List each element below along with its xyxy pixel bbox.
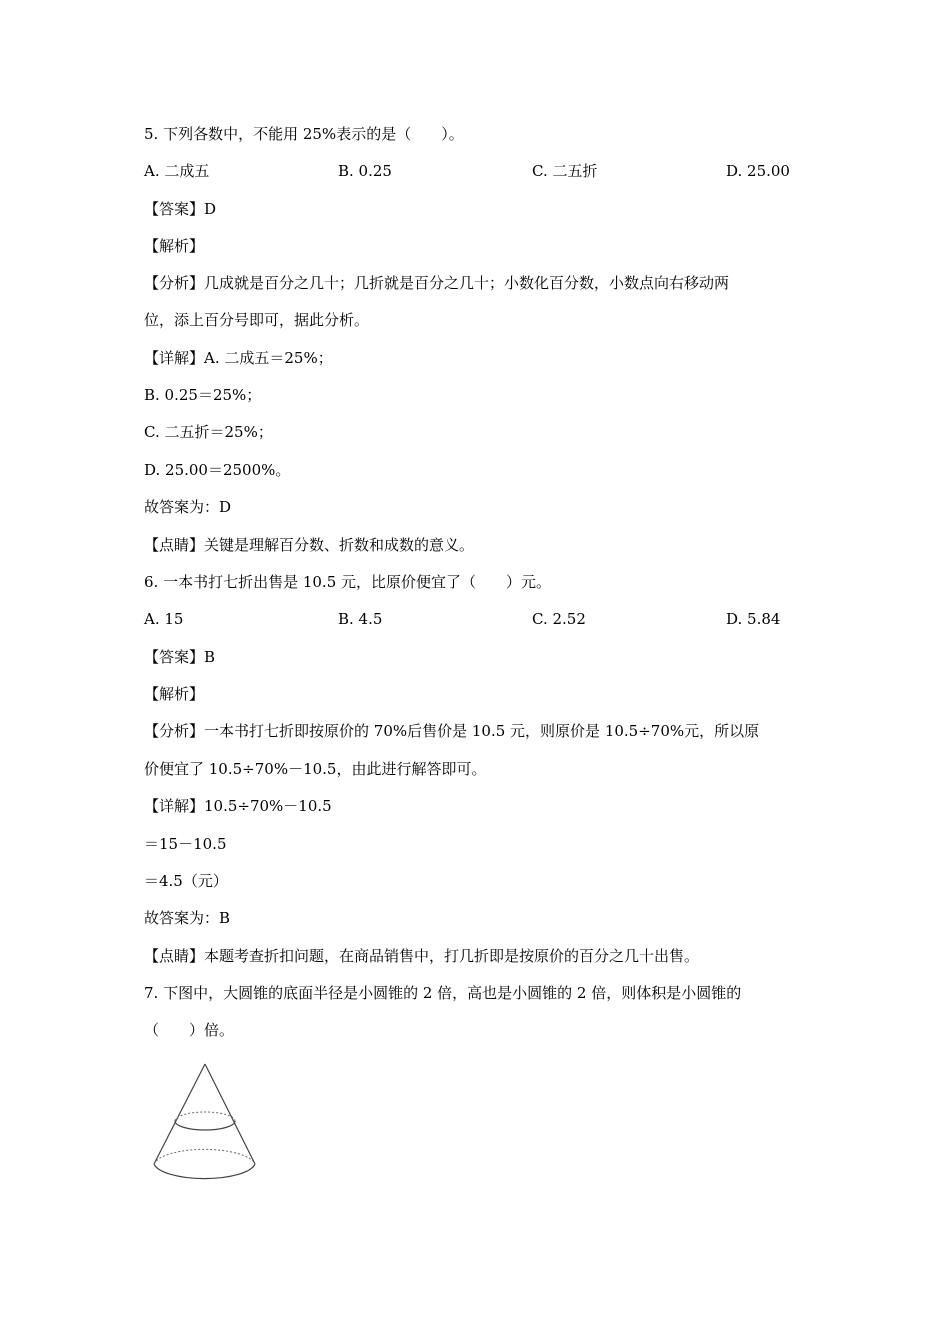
big-cone-left-edge — [154, 1064, 205, 1164]
q6-conclusion: 故答案为：B — [144, 909, 231, 927]
q6-detail-line-1: 【详解】10.5÷70%－10.5 — [144, 797, 332, 815]
q6-comment: 【点睛】本题考查折扣问题，在商品销售中，打几折即是按原价的百分之几十出售。 — [144, 947, 700, 965]
q5-question: 5. 下列各数中，不能用 25%表示的是（ ）。 — [144, 125, 464, 143]
q6-answer: 【答案】B — [144, 648, 216, 666]
q6-option-a: A. 15 — [144, 610, 184, 628]
q6-question: 6. 一本书打七折出售是 10.5 元，比原价便宜了（ ）元。 — [144, 573, 552, 591]
q6-detail-line-2: ＝15－10.5 — [144, 835, 227, 853]
q7-question-line-1: 7. 下图中，大圆锥的底面半径是小圆锥的 2 倍，高也是小圆锥的 2 倍，则体积是小圆锥的 — [144, 984, 742, 1002]
q6-option-d: D. 5.84 — [726, 610, 781, 628]
q5-jiexi-heading: 【解析】 — [144, 237, 205, 255]
q6-option-c: C. 2.52 — [532, 610, 586, 628]
nested-cones-figure — [148, 1058, 263, 1188]
q6-jiexi-heading: 【解析】 — [144, 685, 205, 703]
q7-question-line-2: （ ）倍。 — [144, 1021, 235, 1039]
q5-option-b: B. 0.25 — [338, 162, 392, 180]
q5-detail-line-1: 【详解】A. 二成五＝25%； — [144, 349, 333, 367]
q6-analysis-line-1: 【分析】一本书打七折即按原价的 70%后售价是 10.5 元，则原价是 10.5÷70%元，所以原 — [144, 722, 760, 740]
q5-option-a: A. 二成五 — [144, 162, 210, 180]
small-cone-base-back — [175, 1112, 235, 1121]
q5-comment: 【点睛】关键是理解百分数、折数和成数的意义。 — [144, 536, 475, 554]
q5-conclusion: 故答案为：D — [144, 498, 232, 516]
big-cone-right-edge — [205, 1064, 255, 1164]
q5-answer: 【答案】D — [144, 200, 217, 218]
q6-analysis-line-2: 价便宜了 10.5÷70%－10.5，由此进行解答即可。 — [144, 760, 487, 778]
q6-detail-line-3: ＝4.5（元） — [144, 872, 228, 890]
cones-diagram — [148, 1058, 263, 1188]
q5-option-d: D. 25.00 — [726, 162, 790, 180]
q5-detail-line-4: D. 25.00＝2500%。 — [144, 461, 291, 479]
q5-option-c: C. 二五折 — [532, 162, 598, 180]
q5-detail-line-2: B. 0.25＝25%； — [144, 386, 262, 404]
big-cone-base-front — [154, 1164, 255, 1179]
q5-analysis-line-1: 【分析】几成就是百分之几十；几折就是百分之几十；小数化百分数，小数点向右移动两 — [144, 274, 730, 292]
q5-detail-line-3: C. 二五折＝25%； — [144, 423, 273, 441]
q6-option-b: B. 4.5 — [338, 610, 383, 628]
q5-analysis-line-2: 位，添上百分号即可，据此分析。 — [144, 311, 370, 329]
small-cone-base-front — [175, 1121, 235, 1130]
big-cone-base-back — [154, 1149, 255, 1164]
